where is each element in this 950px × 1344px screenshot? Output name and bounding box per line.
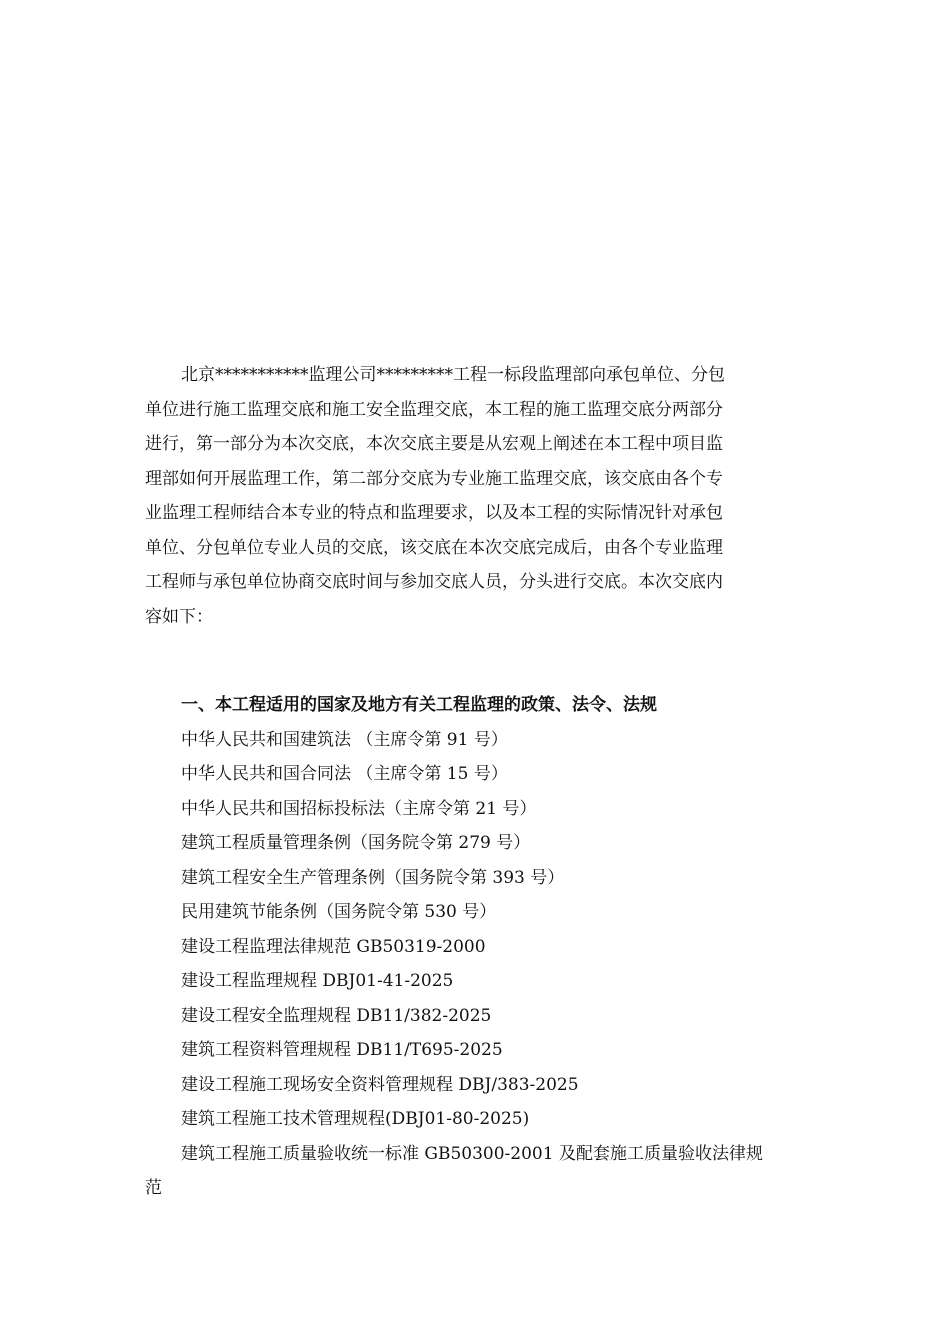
intro-line: 进行，第一部分为本次交底，本次交底主要是从宏观上阐述在本工程中项目监 (145, 434, 723, 454)
regulation-item-continuation: 范 (145, 1178, 162, 1198)
regulation-item: 建筑工程施工技术管理规程(DBJ01-80-2025) (181, 1109, 530, 1129)
intro-line: 单位、分包单位专业人员的交底，该交底在本次交底完成后，由各个专业监理 (145, 537, 723, 558)
regulation-item: 建筑工程质量管理条例（国务院令第 279 号） (181, 833, 531, 853)
regulation-item: 建设工程监理规程 DBJ01-41-2025 (181, 971, 454, 991)
intro-line: 单位进行施工监理交底和施工安全监理交底，本工程的施工监理交底分两部分 (145, 399, 723, 420)
regulation-item: 中华人民共和国招标投标法（主席令第 21 号） (181, 798, 537, 819)
regulation-item: 建筑工程资料管理规程 DB11/T695-2025 (181, 1040, 503, 1060)
regulation-item: 中华人民共和国合同法 （主席令第 15 号） (181, 764, 508, 784)
regulation-item: 建设工程施工现场安全资料管理规程 DBJ/383-2025 (181, 1074, 579, 1095)
intro-paragraph (145, 358, 815, 634)
intro-line: 理部如何开展监理工作，第二部分交底为专业施工监理交底，该交底由各个专 (145, 468, 723, 489)
intro-line: 业监理工程师结合本专业的特点和监理要求，以及本工程的实际情况针对承包 (145, 503, 723, 523)
intro-line: 北京***********监理公司*********工程一标段监理部向承包单位、分包 (181, 365, 725, 385)
section-heading: 一、本工程适用的国家及地方有关工程监理的政策、法令、法规 (181, 695, 657, 715)
intro-line: 容如下： (145, 606, 213, 627)
regulations-section (145, 688, 825, 1206)
intro-line: 工程师与承包单位协商交底时间与参加交底人员，分头进行交底。本次交底内 (145, 572, 723, 592)
regulation-item: 建设工程监理法律规范 GB50319-2000 (181, 936, 486, 957)
regulation-item: 建筑工程施工质量验收统一标准 GB50300-2001 及配套施工质量验收法律规 (181, 1143, 763, 1164)
regulation-item: 民用建筑节能条例（国务院令第 530 号） (181, 902, 497, 922)
regulation-item: 建设工程安全监理规程 DB11/382-2025 (181, 1005, 492, 1026)
regulation-item: 中华人民共和国建筑法 （主席令第 91 号） (181, 729, 508, 750)
regulation-item: 建筑工程安全生产管理条例（国务院令第 393 号） (181, 867, 565, 888)
